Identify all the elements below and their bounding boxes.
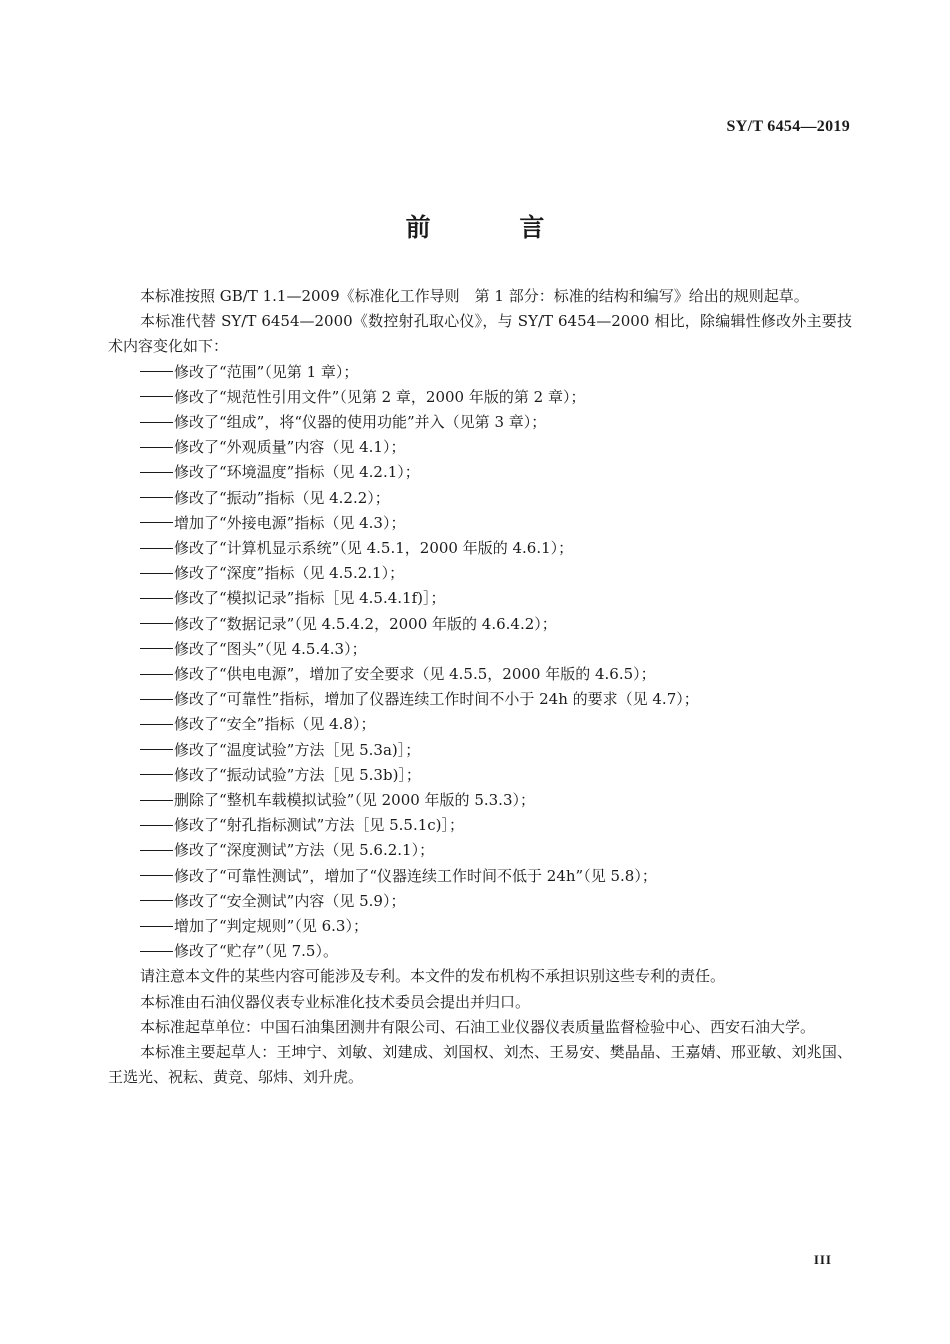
change-text: 修改了“模拟记录”指标［见 4.5.4.1f)］； [174,589,446,608]
change-item [108,889,852,914]
page-number: III [813,1252,832,1267]
list-dash [140,573,173,574]
list-dash [140,875,173,876]
list-dash [140,699,173,700]
standard-number: SY/T 6454—2019 [726,118,850,135]
list-dash [140,749,173,750]
change-item [108,864,852,889]
change-item [108,687,852,712]
change-item [108,712,852,737]
list-dash [140,951,173,952]
change-text: 修改了“深度测试”方法（见 5.6.2.1）； [174,841,435,860]
change-text: 修改了“安全”指标（见 4.8）； [174,715,376,734]
list-dash [140,371,173,372]
drafting-units: 本标准起草单位：中国石油集团测井有限公司、石油工业仪器仪表质量监督检验中心、西安石油大学。 [140,1017,816,1036]
list-dash [140,825,173,826]
change-item [108,435,852,460]
change-text: 修改了“安全测试”内容（见 5.9）； [174,891,406,910]
change-text: 修改了“深度”指标（见 4.5.2.1）； [174,564,405,583]
list-dash [140,674,173,675]
change-item [108,838,852,863]
change-item [108,738,852,763]
change-text: 修改了“计算机显示系统”（见 4.5.1，2000 年版的 4.6.1）； [174,539,574,558]
change-item [108,914,852,939]
change-text: 删除了“整机车载模拟试验”（见 2000 年版的 5.3.3）； [174,791,535,810]
list-dash [140,800,173,801]
list-dash [140,598,173,599]
list-dash [140,447,173,448]
list-dash [140,900,173,901]
change-item [108,939,852,964]
list-dash [140,548,173,549]
change-text: 修改了“组成”，将“仪器的使用功能”并入（见第 3 章）； [174,413,547,432]
change-item [108,788,852,813]
change-item [108,612,852,637]
list-dash [140,926,173,927]
change-item [108,586,852,611]
change-item [108,511,852,536]
foreword-body [108,284,852,1091]
list-dash [140,422,173,423]
change-text: 修改了“供电电源”，增加了安全要求（见 4.5.5，2000 年版的 4.6.5）； [174,665,656,684]
intro-paragraph-1: 本标准按照 GB/T 1.1—2009《标准化工作导则 第 1 部分：标准的结构和编写》给出的规则起草。 [140,287,809,305]
change-item [108,637,852,662]
change-text: 修改了“温度试验”方法［见 5.3a)］； [174,740,421,759]
change-item [108,486,852,511]
change-text: 增加了“判定规则”（见 6.3）； [174,917,368,936]
change-text: 修改了“可靠性”指标，增加了仪器连续工作时间不小于 24h 的要求（见 4.7）； [174,690,699,709]
change-item [108,561,852,586]
list-dash [140,522,173,523]
change-text: 修改了“外观质量”内容（见 4.1）； [174,438,406,457]
list-dash [140,774,173,775]
change-item [108,763,852,788]
page-title: 前 言 [405,213,585,242]
change-item [108,813,852,838]
patent-note: 请注意本文件的某些内容可能涉及专利。本文件的发布机构不承担识别这些专利的责任。 [140,967,726,986]
change-text: 修改了“数据记录”（见 4.5.4.2，2000 年版的 4.6.4.2）； [174,614,557,633]
change-text: 修改了“范围”（见第 1 章）； [174,362,359,381]
change-text: 修改了“可靠性测试”，增加了“仪器连续工作时间不低于 24h”（见 5.8）； [174,866,657,885]
proposer-statement: 本标准由石油仪器仪表专业标准化技术委员会提出并归口。 [140,992,531,1011]
change-text: 修改了“振动”指标（见 4.2.2）； [174,488,390,507]
change-item [108,662,852,687]
list-dash [140,724,173,725]
change-item [108,460,852,485]
change-text: 增加了“外接电源”指标（见 4.3）； [174,513,406,532]
change-text: 修改了“射孔指标测试”方法［见 5.5.1c)］； [174,816,465,835]
list-dash [140,648,173,649]
list-dash [140,497,173,498]
change-text: 修改了“规范性引用文件”（见第 2 章，2000 年版的第 2 章）； [174,387,586,406]
list-dash [140,472,173,473]
change-item [108,385,852,410]
list-dash [140,623,173,624]
change-text: 修改了“图头”（见 4.5.4.3）； [174,639,367,658]
change-text: 修改了“环境温度”指标（见 4.2.1）； [174,463,420,482]
change-text: 修改了“振动试验”方法［见 5.3b)］； [174,765,421,784]
list-dash [140,850,173,851]
intro-paragraph-2: 本标准代替 SY/T 6454—2000《数控射孔取心仪》，与 SY/T 6454—2000 相比，除编辑性修改外主要技术内容变化如下： [108,312,852,356]
changes-list [108,360,852,965]
change-item [108,410,852,435]
drafters: 本标准主要起草人：王坤宁、刘敏、刘建成、刘国权、刘杰、王易安、樊晶晶、王嘉婧、邢亚敏、刘兆国、王选光、祝耘、黄竞、邬炜、刘升虎。 [108,1043,852,1087]
change-item [108,360,852,385]
list-dash [140,396,173,397]
change-text: 修改了“贮存”（见 7.5）。 [174,942,338,961]
change-item [108,536,852,561]
